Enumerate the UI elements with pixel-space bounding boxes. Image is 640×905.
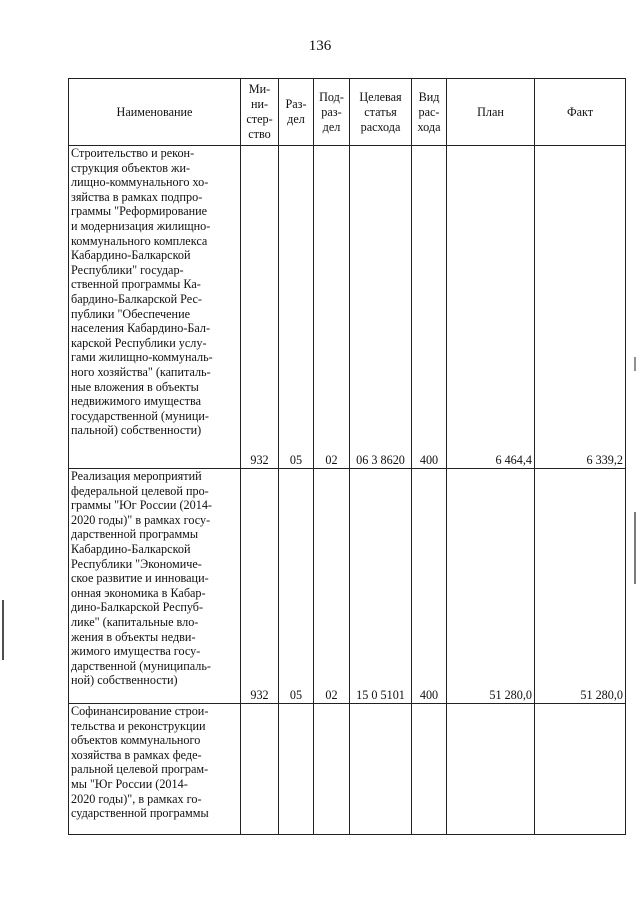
row-target-cell: 15 0 5101 (350, 469, 412, 704)
row-ministry-cell: 932 (241, 469, 279, 704)
row-plan-cell: 51 280,0 (447, 469, 535, 704)
row-subsection-cell: 02 (314, 469, 350, 704)
scan-artifact-mark (634, 357, 636, 371)
row-fact-cell (535, 704, 626, 835)
row-ministry-cell (241, 704, 279, 835)
header-fact: Факт (535, 79, 626, 146)
row-subsection-cell (314, 704, 350, 835)
row-name-cell: Софинансирование строи- тельства и реконструкции объектов коммунального хозяйства в рамках феде- ральной целевой програм- мы "Юг России (2014- 2020 годы)", в рамках го- сударственной программы (69, 704, 241, 835)
header-subsection: Под- раз- дел (314, 79, 350, 146)
scan-artifact-mark (634, 512, 636, 584)
row-fact-cell: 51 280,0 (535, 469, 626, 704)
header-name: Наименование (69, 79, 241, 146)
header-ministry: Ми- ни- стер- ство (241, 79, 279, 146)
header-target-article: Целевая статья расхода (350, 79, 412, 146)
row-name-cell: Реализация мероприятий федеральной целевой про- граммы "Юг России (2014- 2020 годы)" в рамках госу- дарственной программы Кабардино-Балкарской Республики "Экономиче- ское развитие и инноваци- онная экономика в Кабар- дино-Балкарской Респуб- лике" (капитальные вло- жения в объекты недви- жимого имущества госу- дарственной (муниципаль- ной) собственности) (69, 469, 241, 704)
row-plan-cell (447, 704, 535, 835)
row-ministry-cell: 932 (241, 146, 279, 469)
row-type-cell: 400 (412, 469, 447, 704)
row-section-cell: 05 (279, 146, 314, 469)
table-row (69, 146, 626, 469)
row-target-cell: 06 3 8620 (350, 146, 412, 469)
row-plan-cell: 6 464,4 (447, 146, 535, 469)
row-section-cell: 05 (279, 469, 314, 704)
row-fact-cell: 6 339,2 (535, 146, 626, 469)
table-row (69, 704, 626, 835)
scan-artifact-mark (2, 600, 4, 660)
row-name-cell: Строительство и рекон- струкция объектов жи- лищно-коммунального хо- зяйства в рамках подпро- граммы "Реформирование и модернизация жилищно- коммунального комплекса Кабардино-Балкарской Республики" государ- ственной программы Ка- бардино-Балкарской Рес- публики "Обеспечение населения Кабардино-Бал- карской Республики услу- гами жилищно-коммуналь- ного хозяйства" (капиталь- ные вложения в объекты недвижимого имущества государственной (муници- пальной) собственности) (69, 146, 241, 469)
header-plan: План (447, 79, 535, 146)
row-type-cell: 400 (412, 146, 447, 469)
budget-table (68, 78, 626, 835)
header-section: Раз- дел (279, 79, 314, 146)
page-number: 136 (308, 38, 332, 54)
table-row (69, 469, 626, 704)
header-expense-type: Вид рас- хода (412, 79, 447, 146)
row-subsection-cell: 02 (314, 146, 350, 469)
row-target-cell (350, 704, 412, 835)
row-type-cell (412, 704, 447, 835)
row-section-cell (279, 704, 314, 835)
table-header-row (69, 79, 626, 146)
